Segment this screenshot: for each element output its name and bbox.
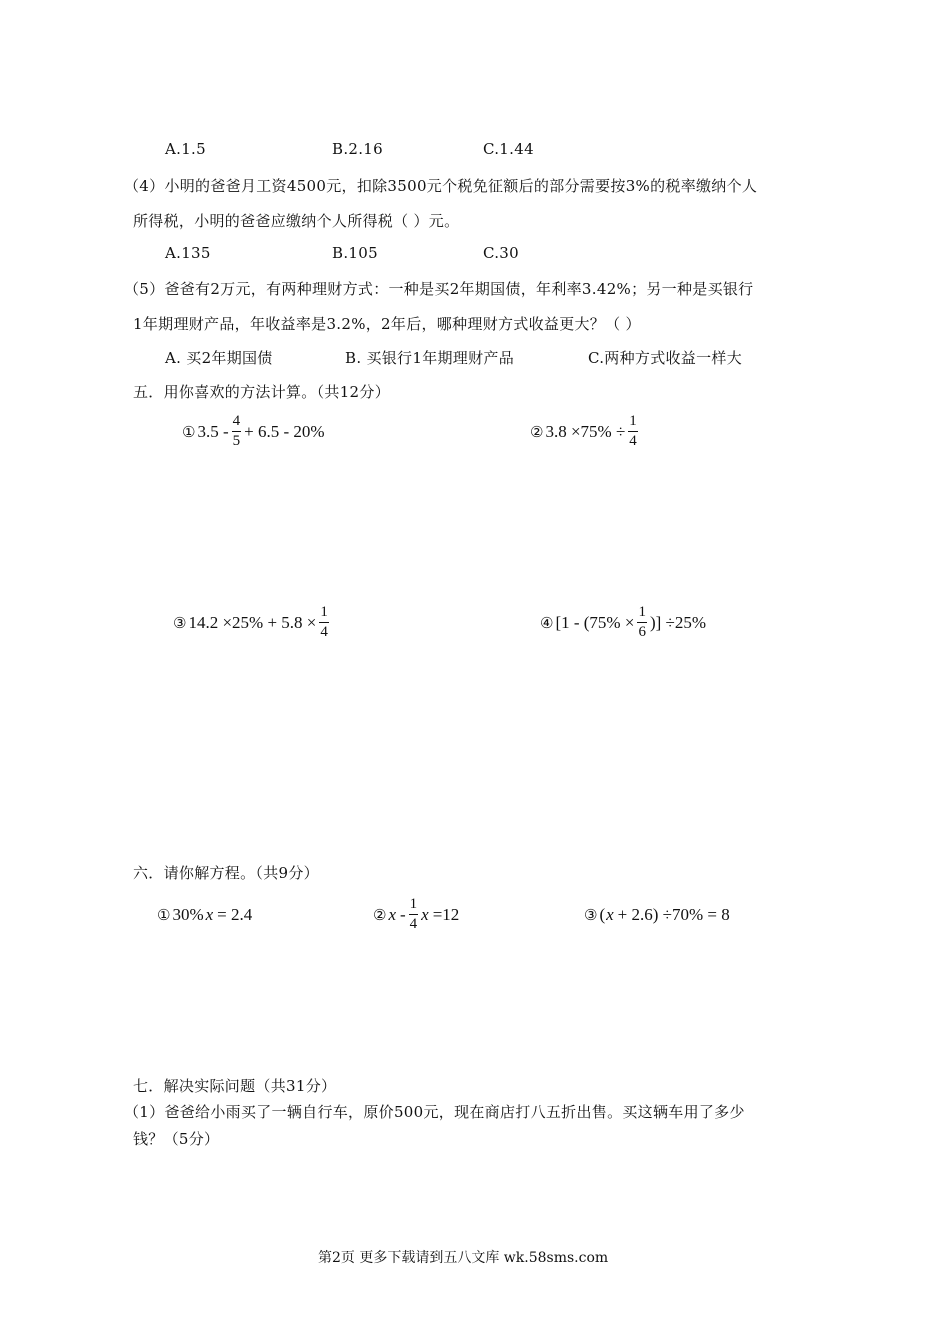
calc-expression-4 <box>540 605 706 640</box>
expr1-fraction <box>232 414 242 449</box>
expr1-post: + 6.5 - 20% <box>244 421 325 441</box>
eq1-variable: x <box>205 905 214 924</box>
q4-option-c: C.30 <box>483 244 519 262</box>
expr4-post: )] ÷25% <box>649 612 707 632</box>
eq2-fraction <box>409 897 419 932</box>
q5-option-c: C.两种方式收益一样大 <box>588 349 743 367</box>
expr1-numerator: 4 <box>232 414 242 432</box>
expr4-numerator: 1 <box>637 605 647 623</box>
section7-q1-line1: （1）爸爸给小雨买了一辆自行车，原价500元，现在商店打八五折出售。买这辆车用了多少 <box>124 1103 745 1121</box>
q3-option-b: B.2.16 <box>332 140 383 158</box>
expr2-number: ② <box>530 422 544 441</box>
equation-2 <box>373 897 459 932</box>
section6-title: 六．请你解方程。（共9分） <box>133 864 319 882</box>
q3-option-c: C.1.44 <box>483 140 534 158</box>
q5-option-a: A. 买2年期国债 <box>165 349 273 367</box>
expr3-fraction <box>319 605 329 640</box>
eq2-rhs: =12 <box>432 904 460 924</box>
eq2-variable-1: x <box>388 904 396 924</box>
expr1-pre: 3.5 - <box>197 421 229 441</box>
eq2-denominator: 4 <box>409 916 418 932</box>
equation-1 <box>157 905 252 925</box>
q4-option-a: A.135 <box>165 244 211 262</box>
page-footer: 第2页 更多下载请到五八文库 wk.58sms.com <box>318 1250 609 1266</box>
expr3-number: ③ <box>173 613 187 632</box>
eq3-rest: + 2.6) ÷70% = 8 <box>617 905 730 924</box>
expr1-denominator: 5 <box>232 433 241 449</box>
expr3-denominator: 4 <box>320 624 328 640</box>
expr1-number: ① <box>182 422 196 441</box>
q4-line1: （4）小明的爸爸月工资4500元，扣除3500元个税免征额后的部分需要按3%的税率缴纳个人 <box>124 177 758 195</box>
q5-line1: （5）爸爸有2万元，有两种理财方式：一种是买2年期国债，年利率3.42%；另一种是买银行 <box>124 280 754 298</box>
eq1-rhs: = 2.4 <box>217 905 253 924</box>
q5-line2: 1年期理财产品，年收益率是3.2%，2年后，哪种理财方式收益更大？（ ） <box>133 315 641 333</box>
expr2-pre: 3.8 ×75% ÷ <box>545 421 626 441</box>
q5-option-b: B. 买银行1年期理财产品 <box>345 349 515 367</box>
q4-line2: 所得税，小明的爸爸应缴纳个人所得税（ ）元。 <box>133 212 460 230</box>
expr3-pre: 14.2 ×25% + 5.8 × <box>188 612 317 632</box>
expr4-fraction <box>637 605 647 640</box>
eq3-variable: x <box>606 905 614 924</box>
section7-title: 七．解决实际问题（共31分） <box>133 1077 337 1095</box>
calc-expression-2 <box>530 414 641 449</box>
eq2-minus: - <box>400 904 406 924</box>
expr3-numerator: 1 <box>319 605 329 623</box>
eq2-number: ② <box>373 905 387 924</box>
expr2-numerator: 1 <box>628 414 638 432</box>
eq2-variable-2: x <box>421 904 429 924</box>
eq1-coef: 30% <box>172 905 204 924</box>
eq1-number: ① <box>157 906 171 924</box>
calc-expression-1 <box>182 414 325 449</box>
section7-q1-line2: 钱？（5分） <box>133 1130 220 1148</box>
calc-expression-3 <box>173 605 332 640</box>
eq3-number: ③ <box>584 906 598 924</box>
eq2-numerator: 1 <box>409 897 419 915</box>
expr4-denominator: 6 <box>638 624 646 640</box>
expr2-denominator: 4 <box>629 433 637 449</box>
equation-3 <box>584 905 730 925</box>
section5-title: 五．用你喜欢的方法计算。（共12分） <box>133 383 390 401</box>
expr2-fraction <box>628 414 638 449</box>
q3-option-a: A.1.5 <box>165 140 206 158</box>
q4-option-b: B.105 <box>332 244 378 262</box>
expr4-number: ④ <box>540 613 554 632</box>
expr4-pre: [1 - (75% × <box>555 612 635 632</box>
eq3-open-paren: ( <box>599 905 606 924</box>
